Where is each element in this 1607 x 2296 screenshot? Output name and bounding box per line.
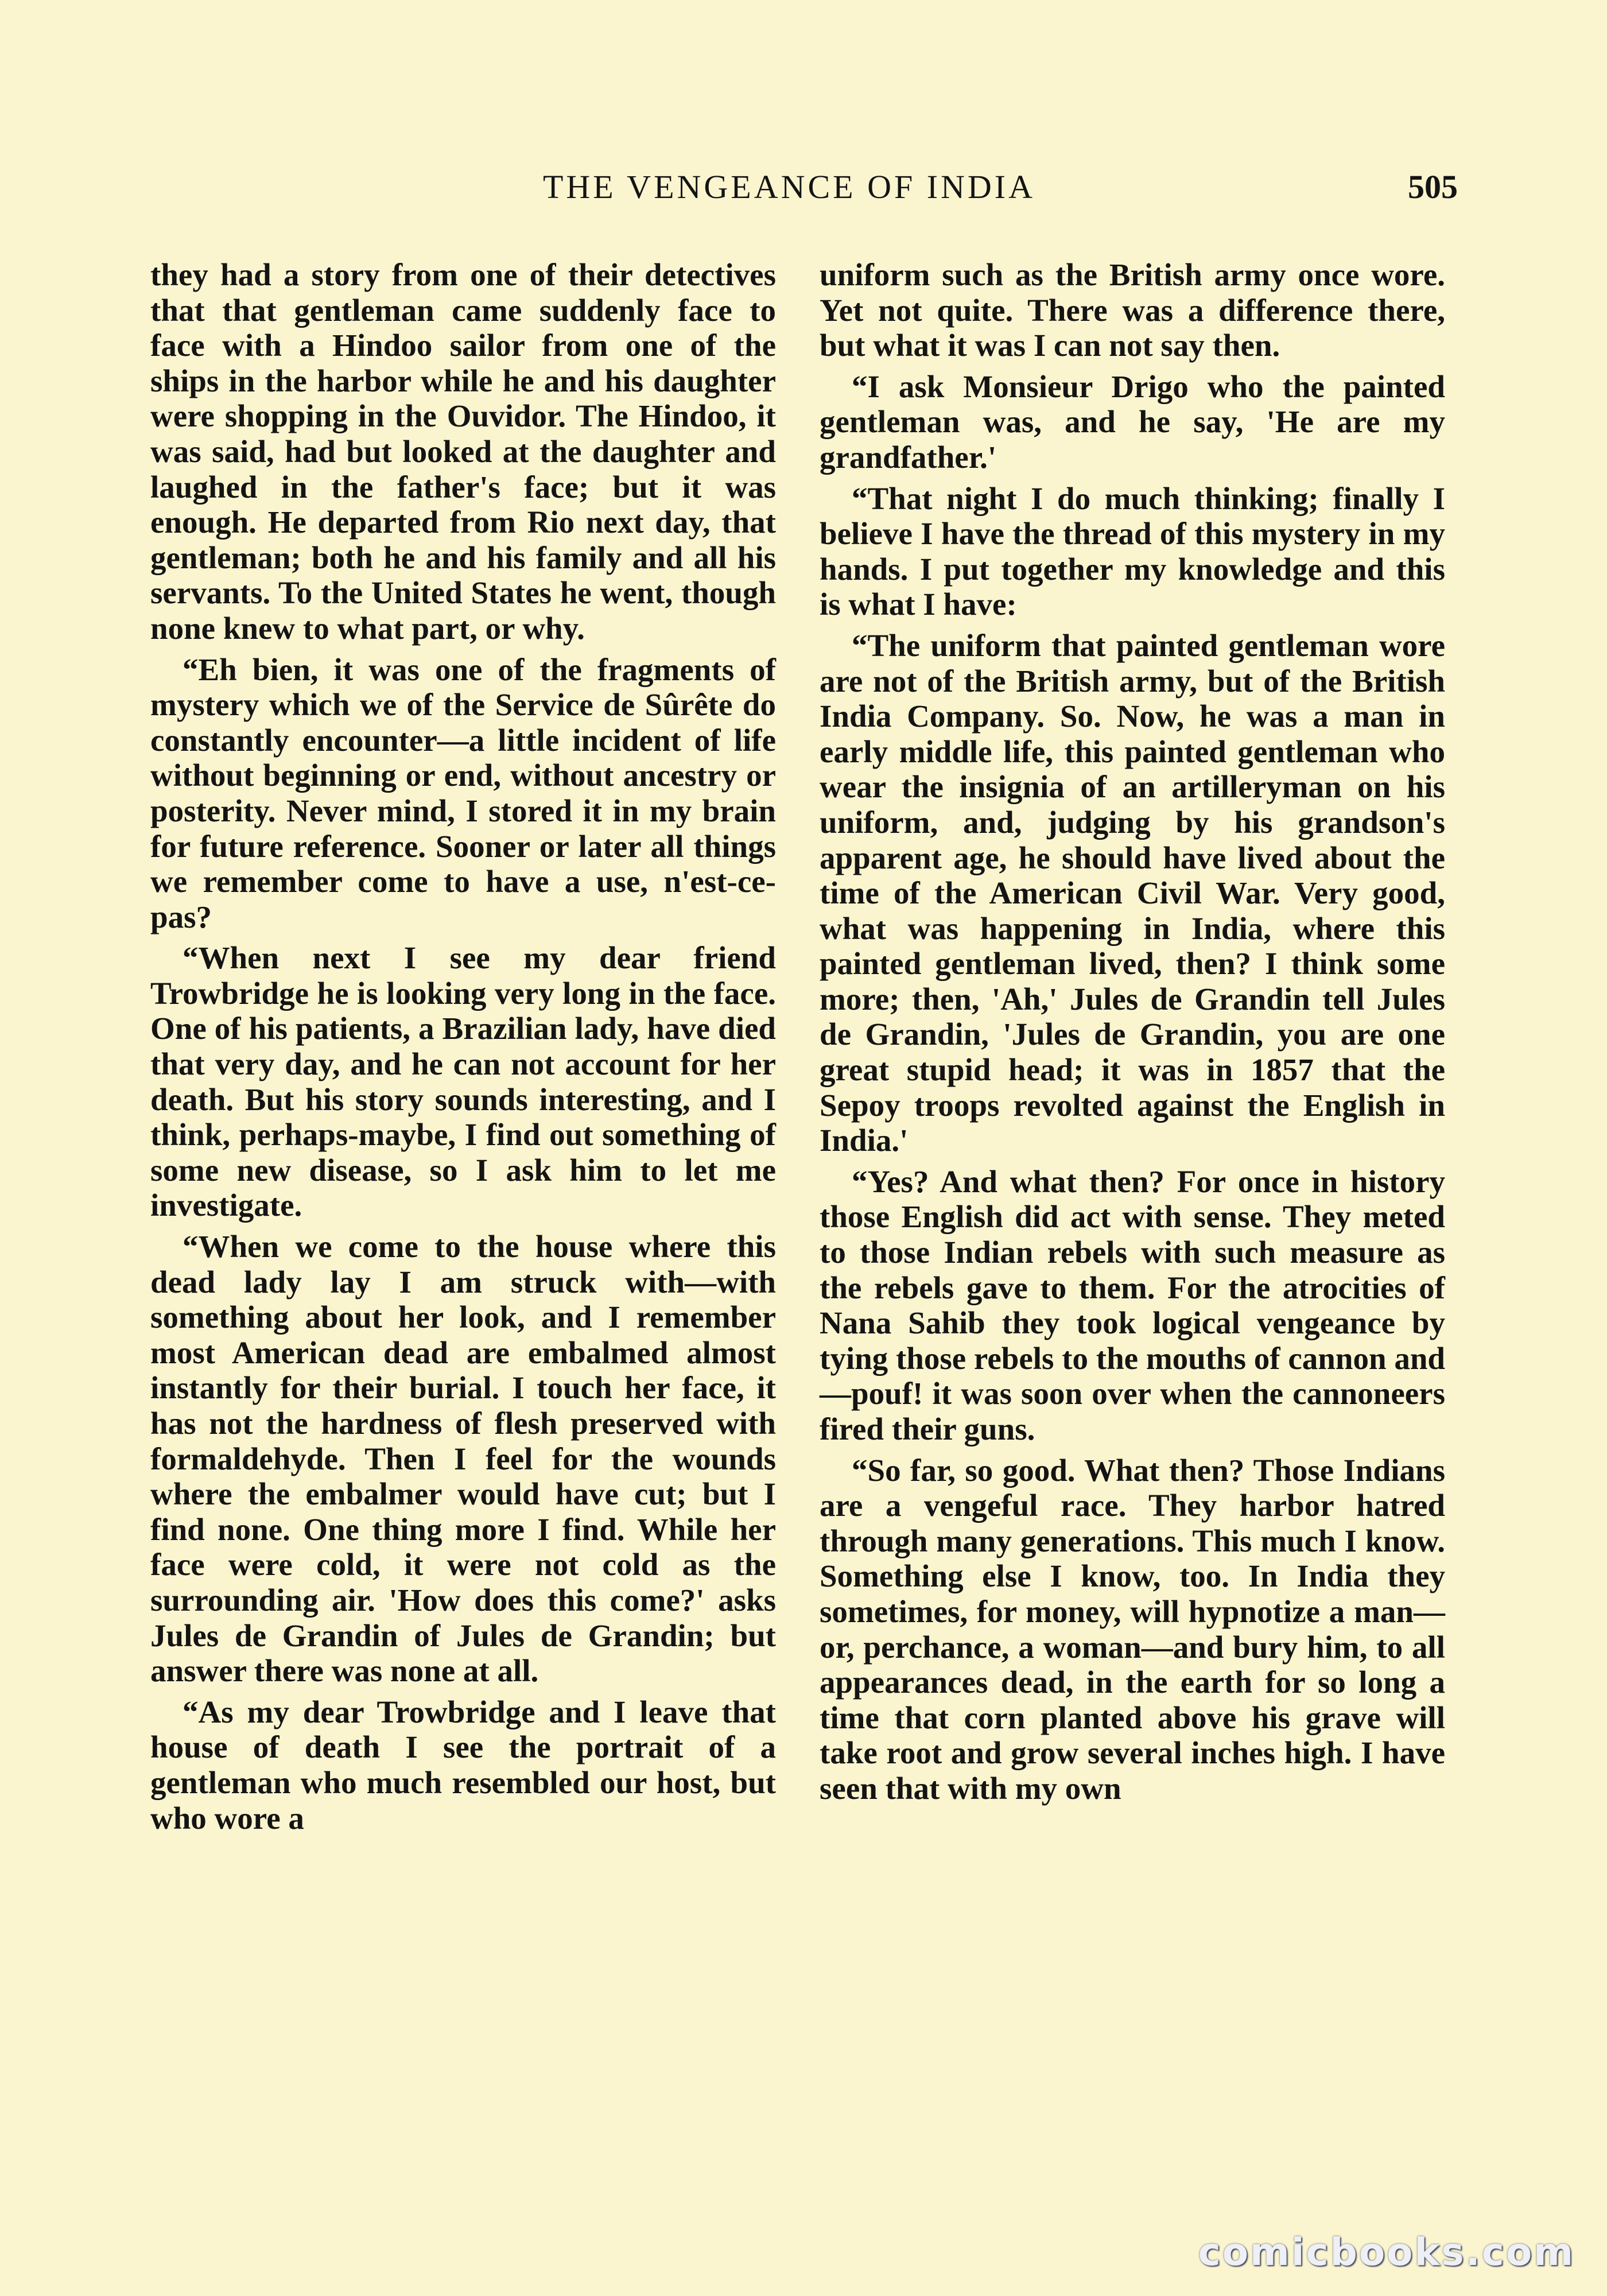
paragraph: “The uniform that painted gentleman wore are not of the British army, but of the British India Company. So. Now, he was a man in early middle life, this painted gentleman who wear the insignia of an artilleryman on his uniform, and, judging by his grandson's apparent age, he should have lived about the time of the American Civil War. Very good, what was happening in India, where this painted gentleman lived, then? I think some more; then, 'Ah,' Jules de Grandin tell Jules de Grandin, 'Jules de Grandin, you are one great stupid head; it was in 1857 that the Sepoy troops revolted against the English in India.' — [820, 627, 1445, 1158]
paragraph: “As my dear Trowbridge and I leave that house of death I see the portrait of a gentleman who much resembled our host, but who wore a — [150, 1694, 776, 1836]
paragraph: “Eh bien, it was one of the fragments of mystery which we of the Service de Sûrête do constantly encounter—a little incident of life without beginning or end, without ancestry or posterity. Never mind, I stored it in my brain for future reference. Sooner or later all things we remember come to have a use, n'est-ce-pas? — [150, 651, 776, 934]
paragraph: they had a story from one of their detectives that that gentleman came suddenly face to face with a Hindoo sailor from one of the ships in the harbor while he and his daughter were shopping in the Ouvidor. The Hindoo, it was said, had but looked at the daughter and laughed in the father's face; but it was enough. He departed from Rio next day, that gentleman; both he and his family and all his servants. To the United States he went, though none knew to what part, or why. — [150, 257, 776, 646]
watermark: comicbooks.com — [1198, 2230, 1575, 2274]
paragraph: “When next I see my dear friend Trowbridge he is looking very long in the face. One of his patients, a Brazilian lady, have died that very day, and he can not account for her death. But his story sounds interesting, and I think, perhaps-maybe, I find out something of some new disease, so I ask him to let me investigate. — [150, 940, 776, 1223]
running-head: THE VENGEANCE OF INDIA — [542, 168, 1036, 205]
left-column — [150, 257, 776, 1841]
paragraph: “Yes? And what then? For once in history those English did act with sense. They meted to those Indian rebels with such measure as the rebels gave to them. For the atrocities of Nana Sahib they took logical vengeance by tying those rebels to the mouths of cannon and—pouf! it was soon over when the cannoneers fired their guns. — [820, 1163, 1445, 1446]
paragraph: “When we come to the house where this dead lady lay I am struck with—with something about her look, and I remember most American dead are embalmed almost instantly for their burial. I touch her face, it has not the hardness of flesh preserved with formaldehyde. Then I feel for the wounds where the embalmer would have cut; but I find none. One thing more I find. While her face were cold, it were not cold as the surrounding air. 'How does this come?' asks Jules de Grandin of Jules de Grandin; but answer there was none at all. — [150, 1229, 776, 1689]
right-column — [820, 257, 1445, 1812]
paragraph: uniform such as the British army once wore. Yet not quite. There was a difference there, but what it was I can not say then. — [820, 257, 1445, 363]
page-number: 505 — [1408, 168, 1458, 205]
page-header — [149, 168, 1458, 219]
paragraph: “That night I do much thinking; finally I believe I have the thread of this mystery in my hands. I put together my knowledge and this is what I have: — [820, 480, 1445, 622]
paragraph: “So far, so good. What then? Those Indians are a vengeful race. They harbor hatred through many generations. This much I know. Something else I know, too. In India they sometimes, for money, will hypnotize a man—or, perchance, a woman—and bury him, to all appearances dead, in the earth for so long a time that corn planted above his grave will take root and grow several inches high. I have seen that with my own — [820, 1452, 1445, 1806]
paragraph: “I ask Monsieur Drigo who the painted gentleman was, and he say, 'He are my grandfather.' — [820, 369, 1445, 475]
